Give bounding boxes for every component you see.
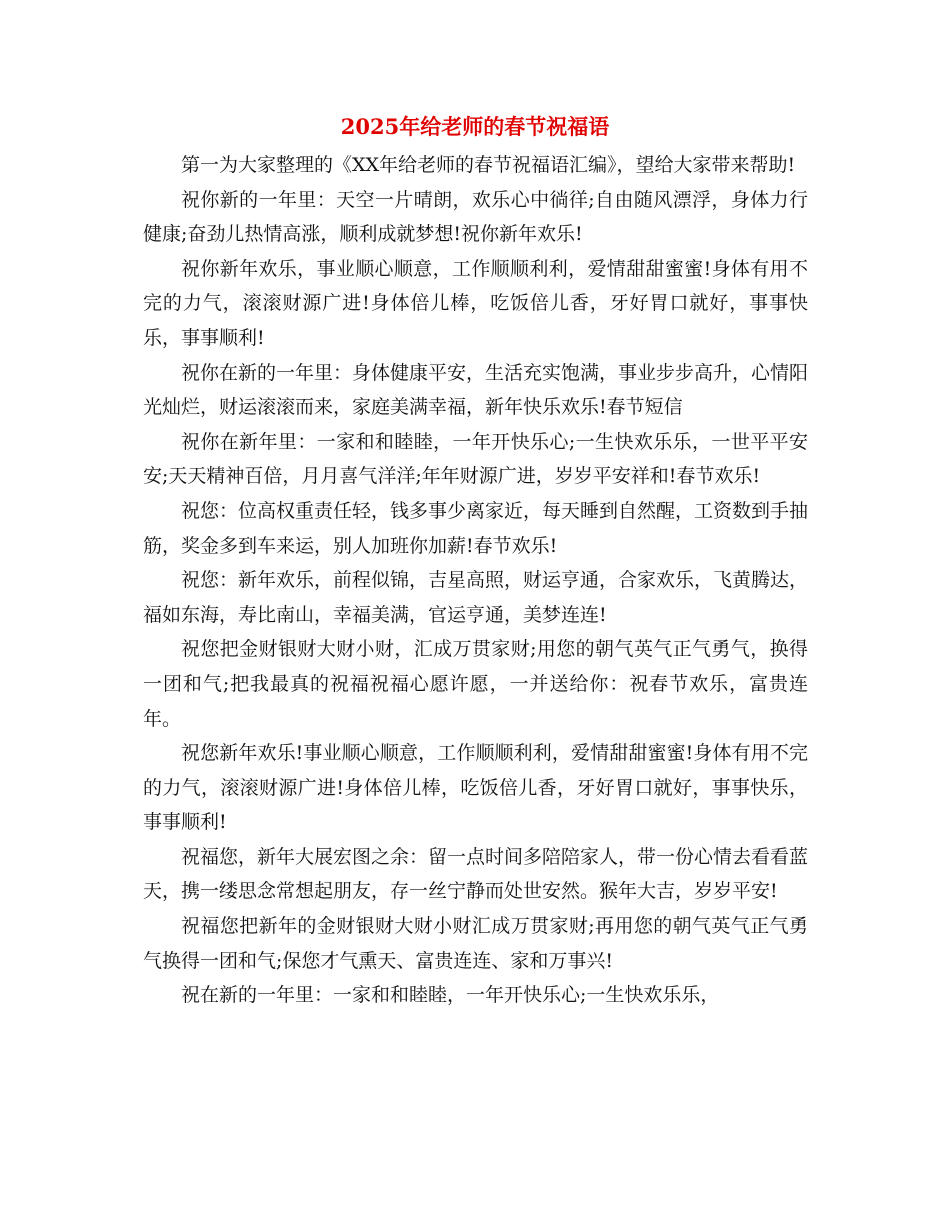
paragraph: 祝你在新年里：一家和和睦睦，一年开快乐心;一生快欢乐乐，一世平平安安;天天精神百倍，月月喜气洋洋;年年财源广进，岁岁平安祥和!春节欢乐! <box>143 430 808 488</box>
paragraph: 祝您：位高权重责任轻，钱多事少离家近，每天睡到自然醒，工资数到手抽筋，奖金多到车来运，别人加班你加薪!春节欢乐! <box>143 499 809 557</box>
paragraph: 祝您新年欢乐!事业顺心顺意，工作顺顺利利，爱情甜甜蜜蜜!身体有用不完的力气，滚滚财源广进!身体倍儿棒，吃饭倍儿香，牙好胃口就好，事事快乐，事事顺利! <box>143 742 808 834</box>
paragraph: 祝你新年欢乐，事业顺心顺意，工作顺顺利利，爱情甜甜蜜蜜!身体有用不完的力气，滚滚财源广进!身体倍儿棒，吃饭倍儿香，牙好胃口就好，事事快乐，事事顺利! <box>143 257 808 349</box>
paragraph: 祝福您把新年的金财银财大财小财汇成万贯家财;再用您的朝气英气正气勇气换得一团和气;保您才气熏天、富贵连连、家和万事兴! <box>143 915 808 972</box>
paragraph: 祝您：新年欢乐，前程似锦，吉星高照，财运亨通，合家欢乐，飞黄腾达，福如东海，寿比南山，幸福美满，官运亨通，美梦连连! <box>143 569 809 626</box>
paragraph: 祝你新的一年里：天空一片晴朗，欢乐心中徜徉;自由随风漂浮，身体力行健康;奋劲儿热情高涨，顺利成就梦想!祝你新年欢乐! <box>143 188 808 246</box>
document-body <box>143 148 808 1013</box>
paragraph-intro: 第一为大家整理的《XX年给老师的春节祝福语汇编》，望给大家带来帮助! <box>181 154 796 176</box>
paragraph: 祝在新的一年里：一家和和睦睦，一年开快乐心;一生快欢乐乐， <box>181 984 720 1007</box>
paragraph: 祝你在新的一年里：身体健康平安，生活充实饱满，事业步步高升，心情阳光灿烂，财运滚滚而来，家庭美满幸福，新年快乐欢乐!春节短信 <box>143 361 809 419</box>
paragraph: 祝您把金财银财大财小财，汇成万贯家财;用您的朝气英气正气勇气，换得一团和气;把我最真的祝福祝福心愿许愿，一并送给你：祝春节欢乐，富贵连年。 <box>143 638 808 730</box>
document-title: 2025年给老师的春节祝福语 <box>340 114 610 139</box>
paragraph: 祝福您，新年大展宏图之余：留一点时间多陪陪家人，带一份心情去看看蓝天，携一缕思念常想起朋友，存一丝宁静而处世安然。猴年大吉，岁岁平安! <box>143 845 809 903</box>
